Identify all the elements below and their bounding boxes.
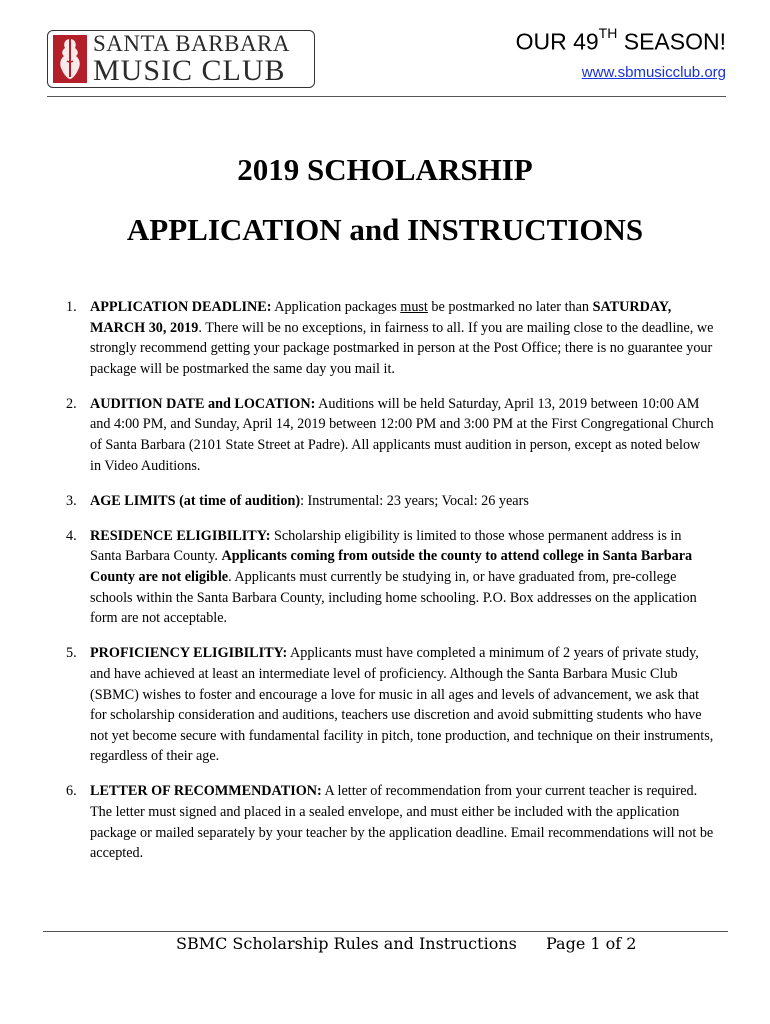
violin-logo-icon bbox=[53, 35, 87, 83]
rule-number: 4. bbox=[66, 527, 77, 544]
rule-item bbox=[66, 781, 714, 863]
season-superscript: TH bbox=[598, 25, 618, 41]
rule-text-part: Application packages bbox=[271, 299, 401, 315]
rules-list bbox=[66, 297, 714, 878]
season-suffix: SEASON! bbox=[617, 28, 726, 55]
rule-number: 3. bbox=[66, 492, 77, 509]
rule-bold-text: SATURDAY, MARCH 30, 2019 bbox=[90, 299, 672, 336]
rule-text bbox=[90, 297, 714, 379]
page-title-line1: 2019 SCHOLARSHIP bbox=[237, 152, 533, 187]
rule-item bbox=[66, 491, 714, 512]
rule-item bbox=[66, 394, 714, 476]
footer-document-title: SBMC Scholarship Rules and Instructions bbox=[176, 934, 517, 953]
rule-number: 2. bbox=[66, 395, 77, 412]
rule-heading: PROFICIENCY ELIGIBILITY: bbox=[90, 645, 288, 662]
website-link[interactable]: www.sbmusicclub.org bbox=[581, 64, 726, 81]
rule-heading: RESIDENCE ELIGIBILITY: bbox=[90, 527, 271, 544]
rule-number: 1. bbox=[66, 299, 77, 315]
rule-text-part: Scholarship eligibility is limited to those whose permanent address is in Santa Barbara County. bbox=[90, 527, 682, 565]
rule-text bbox=[90, 491, 714, 512]
rule-heading: AUDITION DATE and LOCATION: bbox=[90, 395, 316, 412]
page-title-line2: APPLICATION and INSTRUCTIONS bbox=[126, 212, 644, 247]
rule-text-part: Auditions will be held Saturday, April 13, 2019 between 10:00 AM and 4:00 PM, and Sunday, April 14, 2019 between 12:00 PM and 3:00 PM at the First Congregational Church of Santa Barbara (2101 State Street at Padre). All applicants must audition in person, except as noted below in Video Auditions. bbox=[90, 395, 714, 474]
rule-heading: APPLICATION DEADLINE: bbox=[90, 299, 272, 315]
club-logo bbox=[47, 30, 315, 88]
rule-text bbox=[90, 526, 714, 629]
rule-text-part: . There will be no exceptions, in fairness to all. If you are mailing close to the deadline, we strongly recommend getting your package postmarked in person at the Post Office; there is no guarantee your package will be postmarked the same day you mail it. bbox=[90, 319, 714, 377]
rule-text-part: . Applicants must currently be studying in, or have graduated from, pre-college schools within the Santa Barbara County, including home schooling. P.O. Box addresses on the application form are not acceptable. bbox=[90, 569, 697, 627]
rule-heading: AGE LIMITS (at time of audition) bbox=[90, 492, 301, 509]
rule-text-part: be postmarked no later than bbox=[427, 299, 593, 315]
rule-number: 5. bbox=[66, 645, 77, 662]
footer-page-number: Page 1 of 2 bbox=[546, 934, 637, 953]
footer-divider bbox=[43, 931, 728, 932]
season-heading bbox=[515, 25, 726, 56]
rule-text-part: A letter of recommendation from your current teacher is required. The letter must signed and placed in a sealed envelope, and must either be included with the application package or mailed separately by your teacher by the application deadline. Email recommendations will not be accepted. bbox=[90, 783, 714, 862]
rule-number: 6. bbox=[66, 783, 77, 800]
rule-text-part: Applicants must have completed a minimum of 2 years of private study, and have achieved at least an intermediate level of proficiency. Although the Santa Barbara Music Club (SBMC) wishes to foster and encourage a love for music in all ages and levels of advancement, we ask that for scholarship consideration and auditions, teachers use discretion and avoid submitting students who have not yet become secure with fundamental facility in pitch, tone production, and technique on their instruments, regardless of their age. bbox=[90, 645, 714, 765]
rule-text bbox=[90, 643, 714, 767]
logo-text-line1: SANTA BARBARA bbox=[93, 31, 291, 56]
rule-item bbox=[66, 643, 714, 767]
header-divider bbox=[47, 96, 726, 97]
season-prefix: OUR 49 bbox=[515, 28, 599, 55]
logo-text-line2: MUSIC CLUB bbox=[93, 54, 286, 87]
rule-text bbox=[90, 781, 714, 863]
rule-item bbox=[66, 297, 714, 379]
rule-heading: LETTER OF RECOMMENDATION: bbox=[90, 783, 322, 800]
rule-bold-text: Applicants coming from outside the county to attend college in Santa Barbara County are not eligible bbox=[90, 548, 693, 586]
rule-item bbox=[66, 526, 714, 629]
rule-text-part: : Instrumental: 23 years; Vocal: 26 years bbox=[300, 492, 529, 509]
rule-text bbox=[90, 394, 714, 476]
rule-emphasis: must bbox=[400, 299, 428, 315]
